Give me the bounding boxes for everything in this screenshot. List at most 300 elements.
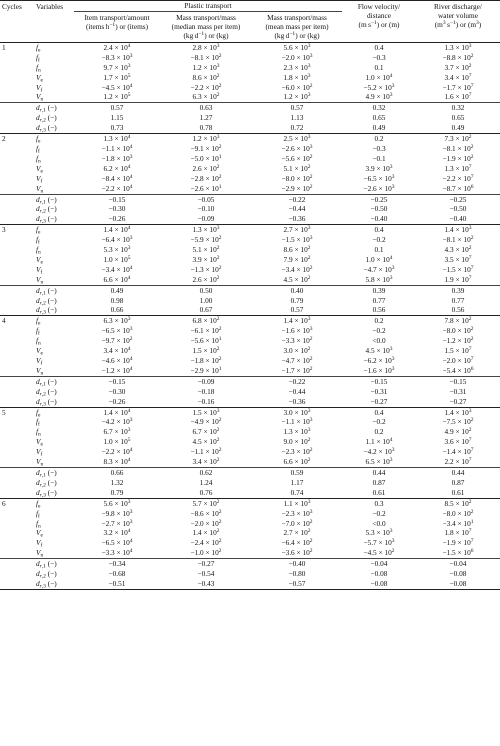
table-row — [0, 366, 500, 376]
variable-symbol: $f_e$ — [34, 316, 74, 326]
cycle-label — [0, 255, 34, 265]
variable-symbol: $V_f$ — [36, 356, 43, 367]
variable-symbol: $f_n$ — [36, 62, 41, 74]
table-cell: $-1.8 \times 10^3$ — [101, 153, 133, 163]
table-cell: $1.4 \times 10^4$ — [74, 225, 160, 235]
table-cell: $1.4 \times 10^3$ — [252, 316, 342, 326]
table-cell: $-3.4 \times 10^2$ — [281, 264, 313, 274]
table-cell: $-5.0 \times 10^1$ — [190, 153, 222, 163]
cycle-label — [0, 509, 34, 519]
table-cell: $-1.9 \times 10^7$ — [442, 538, 474, 548]
table-cell: $-4.5 \times 10^4$ — [101, 82, 133, 92]
table-cell: 0.49 — [74, 285, 160, 295]
cycle-label — [0, 447, 34, 457]
table-cell: $2.6 \times 10^2$ — [192, 163, 220, 173]
variable-symbol: $V_e$ — [36, 346, 43, 357]
table-cell: −0.3 — [372, 52, 386, 62]
table-cell: $3.0 \times 10^2$ — [283, 346, 311, 356]
table-cell: $-4.9 \times 10^2$ — [190, 417, 222, 427]
table-cell: $8.5 \times 10^2$ — [416, 498, 500, 508]
table-cell: $1.4 \times 10^2$ — [192, 528, 220, 538]
table-cell: $-4.5 \times 10^2$ — [363, 548, 395, 558]
table-cell: −0.31 — [370, 386, 388, 396]
table-cell: $1.2 \times 10^3$ — [192, 62, 220, 72]
table-cell: −0.2 — [372, 417, 386, 427]
table-cell: $-2.9 \times 10^1$ — [190, 365, 222, 375]
table-cell: −0.08 — [416, 579, 500, 589]
table-cell: $-6.2 \times 10^3$ — [363, 356, 395, 365]
variable-symbol: $f_n$ — [36, 518, 41, 529]
table-cell: 0.79 — [110, 487, 124, 497]
table-cell: $-2.3 \times 10^2$ — [281, 447, 313, 457]
table-cell: 0.2 — [342, 316, 416, 326]
header-variables: Variables — [36, 2, 64, 11]
table-cell: $1.4 \times 10^3$ — [416, 407, 500, 417]
ratio-row — [0, 214, 500, 224]
table-cell: −0.2 — [372, 508, 386, 518]
cycle-label — [0, 235, 34, 245]
cycle-label — [0, 184, 34, 194]
table-cell: $1.9 \times 10^7$ — [444, 274, 472, 284]
table-cell: −0.68 — [108, 569, 126, 579]
table-cell: −0.27 — [160, 559, 252, 569]
cycle-label — [0, 113, 34, 123]
table-cell: 0.50 — [160, 285, 252, 295]
table-cell: 0.3 — [342, 498, 416, 508]
table-row — [0, 427, 500, 437]
ratio-row — [0, 579, 500, 589]
table-cell: −0.05 — [160, 194, 252, 204]
table-row — [0, 528, 500, 538]
cycle-label — [0, 569, 34, 579]
table-cell: $3.5 \times 10^7$ — [444, 254, 472, 264]
table-cell: $-8.1 \times 10^2$ — [190, 52, 222, 62]
cycle-label — [0, 214, 34, 224]
table-cell: −0.08 — [449, 569, 467, 579]
table-cell: 0.44 — [416, 467, 500, 477]
table-row — [0, 184, 500, 194]
table-row — [0, 164, 500, 174]
variable-symbol: $V_n$ — [36, 92, 44, 103]
table-cell: −0.2 — [372, 326, 386, 336]
variable-symbol: $d_{r,2}$ (−) — [36, 569, 57, 580]
variable-symbol: $V_e$ — [36, 163, 43, 175]
cycle-label — [0, 376, 34, 386]
table-cell: 0.78 — [199, 123, 213, 133]
table-cell: $-7.0 \times 10^2$ — [281, 518, 313, 528]
table-cell: $2.6 \times 10^2$ — [192, 274, 220, 284]
table-cell: $2.8 \times 10^3$ — [160, 42, 252, 52]
table-cell: $6.6 \times 10^4$ — [103, 274, 131, 284]
table-cell: 0.87 — [451, 477, 465, 487]
cycle-label — [0, 103, 34, 113]
table-cell: 0.79 — [290, 295, 304, 305]
table-cell: $-1.1 \times 10^2$ — [190, 447, 222, 457]
table-cell: $-6.1 \times 10^2$ — [190, 326, 222, 336]
cycle-label — [0, 478, 34, 488]
cycle-label — [0, 559, 34, 569]
table-cell: 1.15 — [110, 113, 124, 123]
table-row — [0, 53, 500, 63]
table-cell: 0.32 — [416, 103, 500, 113]
table-cell: $1.6 \times 10^7$ — [444, 92, 472, 102]
table-cell: $-1.1 \times 10^4$ — [101, 143, 133, 153]
table-cell: $6.3 \times 10^2$ — [192, 92, 220, 102]
table-cell: $3.9 \times 10^3$ — [365, 163, 393, 173]
variable-symbol: $d_{r,2}$ (−) — [36, 204, 57, 215]
table-cell: $-8.7 \times 10^6$ — [442, 183, 474, 193]
cycle-label — [0, 164, 34, 174]
table-cell: $6.3 \times 10^3$ — [74, 316, 160, 326]
cycle-label — [0, 174, 34, 184]
variable-symbol: $f_e$ — [34, 134, 74, 144]
cycle-label — [0, 366, 34, 376]
table-cell: $-4.6 \times 10^4$ — [101, 356, 133, 365]
table-cell: $-1.4 \times 10^7$ — [442, 447, 474, 457]
variable-symbol: $V_f$ — [36, 173, 43, 185]
table-cell: $-2.9 \times 10^2$ — [281, 183, 313, 193]
cycle-label — [0, 63, 34, 73]
table-cell: $1.5 \times 10^2$ — [192, 346, 220, 356]
variable-symbol: $V_f$ — [36, 447, 43, 458]
variable-symbol: $d_{r,2}$ (−) — [36, 386, 57, 398]
table-cell: $3.2 \times 10^4$ — [103, 528, 131, 538]
header-flow-velocity: Flow velocity/ distance (m $s^{-1}$) or (m) — [357, 2, 401, 29]
variable-symbol: $f_n$ — [36, 336, 41, 347]
table-cell: 0.65 — [451, 113, 465, 123]
table-row — [0, 548, 500, 558]
table-cell: −0.2 — [372, 235, 386, 245]
table-cell: $-2.6 \times 10^3$ — [363, 183, 395, 193]
table-cell: 0.57 — [74, 103, 160, 113]
table-cell: 0.49 — [451, 123, 465, 133]
table-cell: $-1.7 \times 10^2$ — [281, 365, 313, 375]
cycle-label — [0, 519, 34, 529]
table-cell: $-4.2 \times 10^3$ — [363, 447, 395, 457]
table-cell: $-5.7 \times 10^3$ — [363, 538, 395, 548]
table-cell: $8.6 \times 10^2$ — [283, 245, 311, 255]
table-cell: $9.0 \times 10^2$ — [283, 437, 311, 447]
table-cell: $8.6 \times 10^2$ — [192, 72, 220, 82]
table-cell: −0.04 — [342, 559, 416, 569]
table-row — [0, 356, 500, 366]
ratio-row — [0, 478, 500, 488]
ratio-row — [0, 204, 500, 214]
table-cell: $-1.5 \times 10^3$ — [281, 235, 313, 245]
table-row — [0, 144, 500, 154]
variable-symbol: $d_{r,2}$ (−) — [36, 295, 57, 307]
table-cell: −0.40 — [449, 214, 467, 224]
variable-symbol: $f_f$ — [36, 143, 40, 155]
cycle-label — [0, 346, 34, 356]
table-cell: −0.09 — [197, 214, 215, 224]
cycle-label — [0, 265, 34, 275]
table-cell: $2.5 \times 10^3$ — [252, 134, 342, 144]
table-cell: $5.7 \times 10^2$ — [160, 498, 252, 508]
table-row — [0, 417, 500, 427]
table-cell: 0.73 — [110, 123, 124, 133]
variable-symbol: $d_{r,3}$ (−) — [36, 214, 57, 225]
table-cell: $-1.2 \times 10^2$ — [442, 336, 474, 346]
variable-symbol: $V_e$ — [36, 254, 43, 266]
ratio-row — [0, 296, 500, 306]
table-cell: $3.0 \times 10^3$ — [252, 407, 342, 417]
table-cell: $1.3 \times 10^3$ — [283, 427, 311, 437]
table-cell: $1.0 \times 10^4$ — [365, 72, 393, 82]
variable-symbol: $d_{r,2}$ (−) — [36, 477, 57, 489]
table-cell: −0.44 — [288, 386, 306, 396]
table-cell: $-1.8 \times 10^2$ — [190, 356, 222, 365]
table-cell: −0.34 — [74, 559, 160, 569]
table-cell: −0.36 — [288, 396, 306, 406]
table-row — [0, 245, 500, 255]
table-cell: $-1.3 \times 10^2$ — [190, 264, 222, 274]
table-cell: $5.3 \times 10^3$ — [103, 245, 131, 255]
table-row — [0, 498, 500, 508]
table-cell: $2.7 \times 10^3$ — [252, 225, 342, 235]
table-cell: 0.61 — [451, 487, 465, 497]
table-cell: $6.7 \times 10^2$ — [192, 427, 220, 437]
cycle-label — [0, 194, 34, 204]
table-row — [0, 447, 500, 457]
variable-symbol: $V_n$ — [36, 365, 44, 377]
variable-symbol: $d_{r,1}$ (−) — [34, 285, 74, 295]
table-cell: 0.1 — [374, 245, 384, 255]
table-cell: $-2.2 \times 10^2$ — [190, 82, 222, 92]
table-cell: 0.72 — [290, 123, 304, 133]
table-cell: $-8.0 \times 10^2$ — [442, 508, 474, 518]
table-row — [0, 457, 500, 467]
table-cell: 0.2 — [342, 134, 416, 144]
table-cell: $9.7 \times 10^3$ — [103, 62, 131, 72]
table-cell: $8.3 \times 10^4$ — [103, 457, 131, 467]
table-cell: −0.10 — [197, 204, 215, 214]
cycle-label — [0, 488, 34, 498]
table-cell: $-8.0 \times 10^2$ — [442, 326, 474, 336]
table-row — [0, 255, 500, 265]
table-cell: −0.30 — [108, 386, 126, 396]
table-cell: −0.15 — [74, 194, 160, 204]
table-cell: $3.9 \times 10^2$ — [192, 254, 220, 264]
variable-symbol: $f_f$ — [36, 235, 40, 246]
table-cell: $-1.5 \times 10^7$ — [442, 264, 474, 274]
header-mass-median: Mass transport/mass (median mass per item) (kg $d^{-1}$) or (kg) — [171, 12, 241, 40]
variable-symbol: $V_f$ — [36, 538, 43, 549]
variable-symbol: $f_e$ — [34, 498, 74, 508]
table-cell: $-9.8 \times 10^3$ — [101, 508, 133, 518]
cycle-label — [0, 437, 34, 447]
table-cell: $-2.6 \times 10^1$ — [190, 183, 222, 193]
variable-symbol: $f_f$ — [36, 52, 40, 64]
header-river-discharge: River discharge/ water volume ($m^3$ $s^{-1}$) or $(m^3)$ — [434, 2, 482, 29]
table-cell: −0.26 — [108, 396, 126, 406]
variable-symbol: $f_f$ — [36, 326, 40, 337]
table-cell: −0.25 — [342, 194, 416, 204]
cycle-label — [0, 73, 34, 83]
table-cell: $1.3 \times 10^3$ — [160, 225, 252, 235]
table-row — [0, 336, 500, 346]
table-cell: $2.2 \times 10^7$ — [444, 457, 472, 467]
ratio-row — [0, 376, 500, 386]
table-cell: $-1.2 \times 10^4$ — [101, 365, 133, 375]
cycle-label — [0, 245, 34, 255]
cycle-label — [0, 457, 34, 467]
table-cell: 0.57 — [252, 103, 342, 113]
table-cell: $-8.0 \times 10^2$ — [281, 173, 313, 183]
variable-symbol: $V_f$ — [36, 82, 43, 94]
table-cell: $-2.7 \times 10^3$ — [101, 518, 133, 528]
table-cell: 0.56 — [372, 305, 386, 315]
cycle-label — [0, 83, 34, 93]
variable-symbol: $f_e$ — [34, 225, 74, 235]
table-cell: 0.65 — [372, 113, 386, 123]
table-cell: $1.8 \times 10^3$ — [283, 72, 311, 82]
table-cell: 0.4 — [342, 225, 416, 235]
ratio-row — [0, 305, 500, 315]
cycle-label — [0, 144, 34, 154]
header-mass-mean: Mass transport/mass (mean mass per item) (kg $d^{-1}$) or (kg) — [265, 12, 329, 40]
table-cell: 0.4 — [342, 407, 416, 417]
table-cell: $-6.4 \times 10^2$ — [281, 538, 313, 548]
table-cell: 0.59 — [252, 467, 342, 477]
table-row — [0, 73, 500, 83]
table-cell: 0.39 — [416, 285, 500, 295]
table-cell: 0.66 — [110, 305, 124, 315]
table-cell: <0.0 — [372, 518, 386, 528]
table-cell: −0.04 — [416, 559, 500, 569]
table-cell: −0.3 — [372, 143, 386, 153]
variable-symbol: $d_{r,1}$ (−) — [34, 559, 74, 569]
table-row — [0, 42, 500, 52]
cycle-label: 3 — [0, 225, 34, 235]
table-cell: $1.0 \times 10^4$ — [365, 254, 393, 264]
table-cell: $-4.2 \times 10^3$ — [101, 417, 133, 427]
variable-symbol: $V_n$ — [36, 274, 44, 286]
table-cell: $-5.6 \times 10^2$ — [281, 153, 313, 163]
header-item-transport: Item transport/amount (items $h^{-1}$) or (items) — [84, 12, 150, 31]
table-cell: $-1.6 \times 10^3$ — [281, 326, 313, 336]
table-cell: $5.8 \times 10^3$ — [365, 274, 393, 284]
table-cell: 0.4 — [342, 42, 416, 52]
table-cell: $1.1 \times 10^3$ — [252, 498, 342, 508]
table-cell: 1.32 — [110, 477, 124, 487]
table-cell: −0.22 — [252, 194, 342, 204]
cycle-label — [0, 296, 34, 306]
table-cell: $3.4 \times 10^4$ — [103, 346, 131, 356]
table-cell: $7.9 \times 10^2$ — [283, 254, 311, 264]
cycle-label — [0, 92, 34, 102]
table-cell: $-2.0 \times 10^3$ — [281, 52, 313, 62]
table-cell: $1.4 \times 10^3$ — [416, 225, 500, 235]
table-row — [0, 275, 500, 285]
table-row — [0, 407, 500, 417]
cycle-label: 5 — [0, 407, 34, 417]
table-row — [0, 63, 500, 73]
table-cell: $4.5 \times 10^2$ — [192, 437, 220, 447]
table-cell: $-2.4 \times 10^2$ — [190, 538, 222, 548]
table-row — [0, 346, 500, 356]
table-cell: $-2.8 \times 10^2$ — [190, 173, 222, 183]
table-cell: $-5.9 \times 10^2$ — [190, 235, 222, 245]
ratio-row — [0, 488, 500, 498]
variable-symbol: $d_{r,3}$ (−) — [34, 579, 74, 589]
cycle-label — [0, 427, 34, 437]
table-cell: −0.36 — [288, 214, 306, 224]
table-row — [0, 316, 500, 326]
cycle-label: 6 — [0, 498, 34, 508]
table-cell: 1.27 — [199, 113, 213, 123]
table-cell: $-3.4 \times 10^4$ — [101, 264, 133, 274]
table-cell: $-5.4 \times 10^6$ — [442, 365, 474, 375]
variable-symbol: $V_n$ — [36, 548, 44, 559]
table-cell: −0.31 — [449, 386, 467, 396]
table-cell: 0.63 — [160, 103, 252, 113]
variable-symbol: $V_n$ — [36, 183, 44, 195]
table-cell: $5.1 \times 10^2$ — [283, 163, 311, 173]
variable-symbol: $V_n$ — [36, 457, 44, 468]
table-row — [0, 509, 500, 519]
table-cell: $4.5 \times 10^3$ — [365, 346, 393, 356]
cycle-label — [0, 336, 34, 346]
table-cell: −0.80 — [288, 569, 306, 579]
table-cell: −0.50 — [370, 204, 388, 214]
table-cell: $1.1 \times 10^4$ — [365, 437, 393, 447]
table-row — [0, 83, 500, 93]
variable-symbol: $d_{r,1}$ (−) — [34, 103, 74, 113]
table-cell: −0.50 — [449, 204, 467, 214]
table-cell: $-3.3 \times 10^2$ — [281, 336, 313, 346]
table-row — [0, 225, 500, 235]
variable-symbol: $f_f$ — [36, 417, 40, 428]
table-cell: 1.17 — [290, 477, 304, 487]
table-cell: −0.15 — [342, 376, 416, 386]
table-cell: $-5.6 \times 10^1$ — [190, 336, 222, 346]
table-cell: $6.2 \times 10^4$ — [103, 163, 131, 173]
table-cell: 0.1 — [374, 62, 384, 72]
table-cell: 0.2 — [374, 427, 384, 437]
table-cell: −0.15 — [74, 376, 160, 386]
table-cell: $1.0 \times 10^5$ — [103, 254, 131, 264]
table-cell: $-6.5 \times 10^4$ — [101, 538, 133, 548]
table-cell: −0.15 — [416, 376, 500, 386]
variable-symbol: $f_e$ — [34, 42, 74, 52]
ratio-row — [0, 467, 500, 477]
cycle-label — [0, 305, 34, 315]
ratio-row — [0, 285, 500, 295]
variable-symbol: $V_f$ — [36, 264, 43, 276]
table-cell: 0.44 — [342, 467, 416, 477]
table-row — [0, 134, 500, 144]
table-cell: $3.4 \times 10^2$ — [192, 457, 220, 467]
table-row — [0, 265, 500, 275]
header-cycles: Cycles — [2, 2, 22, 11]
table-cell: $3.6 \times 10^7$ — [444, 437, 472, 447]
table-cell: −0.27 — [370, 396, 388, 406]
table-cell: −0.16 — [197, 396, 215, 406]
variable-symbol: $f_f$ — [36, 508, 40, 520]
ratio-row — [0, 103, 500, 113]
table-cell: $1.2 \times 10^5$ — [103, 92, 131, 102]
table-cell: $-8.6 \times 10^2$ — [190, 508, 222, 518]
table-row — [0, 326, 500, 336]
table-cell: $-2.6 \times 10^3$ — [281, 143, 313, 153]
table-cell: −0.08 — [370, 569, 388, 579]
table-cell: −0.43 — [160, 579, 252, 589]
table-body — [0, 42, 500, 589]
table-cell: $-3.3 \times 10^4$ — [101, 548, 133, 558]
table-cell: 1.00 — [199, 295, 213, 305]
table-cell: −0.25 — [416, 194, 500, 204]
